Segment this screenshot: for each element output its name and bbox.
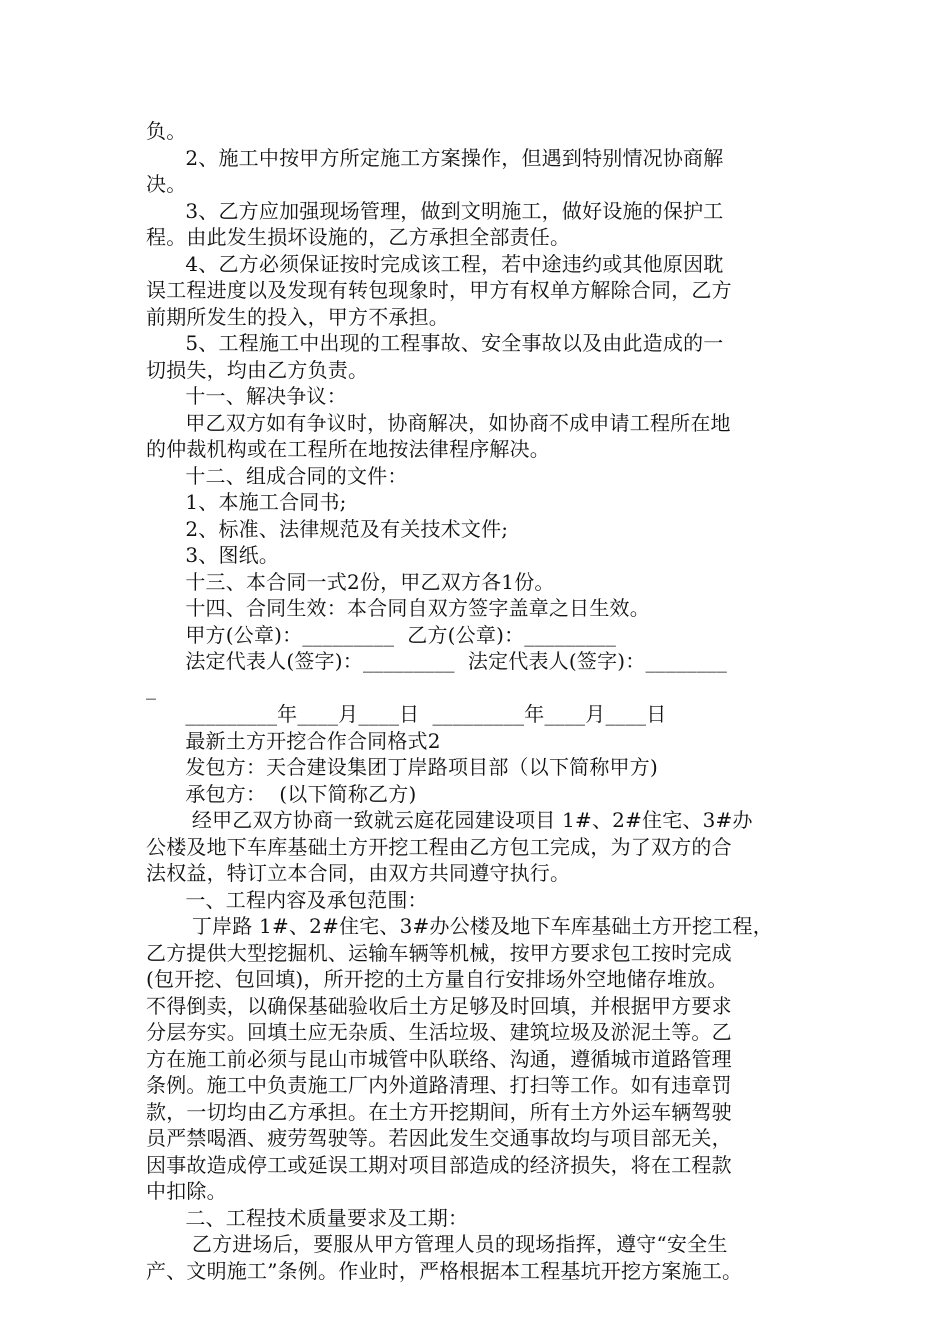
- list-item: 2、标准、法律规范及有关技术文件;: [146, 516, 509, 541]
- text-line: 因事故造成停工或延误工期对项目部造成的经济损失，将在工程款: [146, 1152, 732, 1177]
- text-line: 的仲裁机构或在工程所在地按法律程序解决。: [146, 437, 550, 461]
- party-line: 发包方：天合建设集团丁岸路项目部（以下简称甲方): [146, 755, 658, 779]
- text-line: 决。: [146, 172, 187, 196]
- text-line: 款，一切均由乙方承担。在土方开挖期间，所有土方外运车辆驾驶: [146, 1099, 732, 1124]
- list-item: 1、本施工合同书;: [146, 490, 347, 514]
- text-line: 十三、本合同一式2份，甲乙双方各1份。: [146, 569, 555, 594]
- text-line: 4、乙方必须保证按时完成该工程，若中途违约或其他原因耽: [146, 251, 724, 276]
- text-line: 不得倒卖，以确保基础验收后土方足够及时回填，并根据甲方要求: [146, 993, 732, 1018]
- date-line: _________年____月____日 _________年____月____日: [146, 702, 667, 726]
- text-line: 甲乙双方如有争议时，协商解决，如协商不成申请工程所在地: [146, 410, 731, 435]
- signature-line: _: [146, 675, 157, 700]
- text-line: 方在施工前必须与昆山市城管中队联络、沟通，遵循城市道路管理: [146, 1046, 732, 1071]
- signature-line: 法定代表人(签字)：_________ 法定代表人(签字)：________: [146, 649, 728, 673]
- document-title: 最新土方开挖合作合同格式2: [146, 728, 441, 753]
- section-heading: 十二、组成合同的文件：: [146, 463, 408, 488]
- text-line: 条例。施工中负责施工厂内外道路清理、打扫等工作。如有违章罚: [146, 1073, 732, 1097]
- text-line: 切损失，均由乙方负责。: [146, 357, 369, 382]
- text-line: 产、文明施工”条例。作业时，严格根据本工程基坑开挖方案施工。: [146, 1258, 743, 1283]
- text-line: 公楼及地下车库基础土方开挖工程由乙方包工完成，为了双方的合: [146, 834, 732, 859]
- party-line: 承包方： (以下简称乙方): [146, 781, 417, 806]
- text-line: 前期所发生的投入，甲方不承担。: [146, 304, 449, 329]
- text-line: 2、施工中按甲方所定施工方案操作，但遇到特别情况协商解: [146, 145, 724, 170]
- text-line: 乙方进场后，要服从甲方管理人员的现场指挥，遵守“安全生: [146, 1232, 728, 1256]
- text-line: 员严禁喝酒、疲劳驾驶等。若因此发生交通事故均与项目部无关，: [146, 1126, 732, 1150]
- list-item: 3、图纸。: [146, 543, 280, 567]
- section-heading: 二、工程技术质量要求及工期：: [146, 1205, 469, 1230]
- text-line: 中扣除。: [146, 1179, 227, 1203]
- text-line: 乙方提供大型挖掘机、运输车辆等机械，按甲方要求包工按时完成: [146, 940, 732, 965]
- text-line: 误工程进度以及发现有转包现象时，甲方有权单方解除合同，乙方: [146, 278, 732, 302]
- signature-line: 甲方(公章)：_________ 乙方(公章)：_________: [146, 622, 617, 647]
- text-line: 3、乙方应加强现场管理，做到文明施工，做好设施的保护工: [146, 198, 724, 223]
- text-line: 分层夯实。回填土应无杂质、生活垃圾、建筑垃圾及淤泥土等。乙: [146, 1020, 732, 1044]
- document-body: [146, 118, 828, 1284]
- text-line: 5、工程施工中出现的工程事故、安全事故以及由此造成的一: [146, 331, 724, 355]
- section-heading: 十一、解决争议：: [146, 384, 347, 408]
- text-line: 丁岸路 1#、2#住宅、3#办公楼及地下车库基础土方开挖工程，: [146, 914, 773, 938]
- text-line: 经甲乙双方协商一致就云庭花园建设项目 1#、2#住宅、3#办: [146, 808, 753, 832]
- text-line: 程。由此发生损坏设施的，乙方承担全部责任。: [146, 225, 571, 249]
- text-line: (包开挖、包回填)，所开挖的土方量自行安排场外空地储存堆放。: [146, 967, 728, 991]
- text-line: 负。: [146, 119, 187, 143]
- text-line: 十四、合同生效：本合同自双方签字盖章之日生效。: [146, 596, 650, 620]
- text-line: 法权益，特订立本合同，由双方共同遵守执行。: [146, 861, 571, 885]
- section-heading: 一、工程内容及承包范围：: [146, 887, 428, 912]
